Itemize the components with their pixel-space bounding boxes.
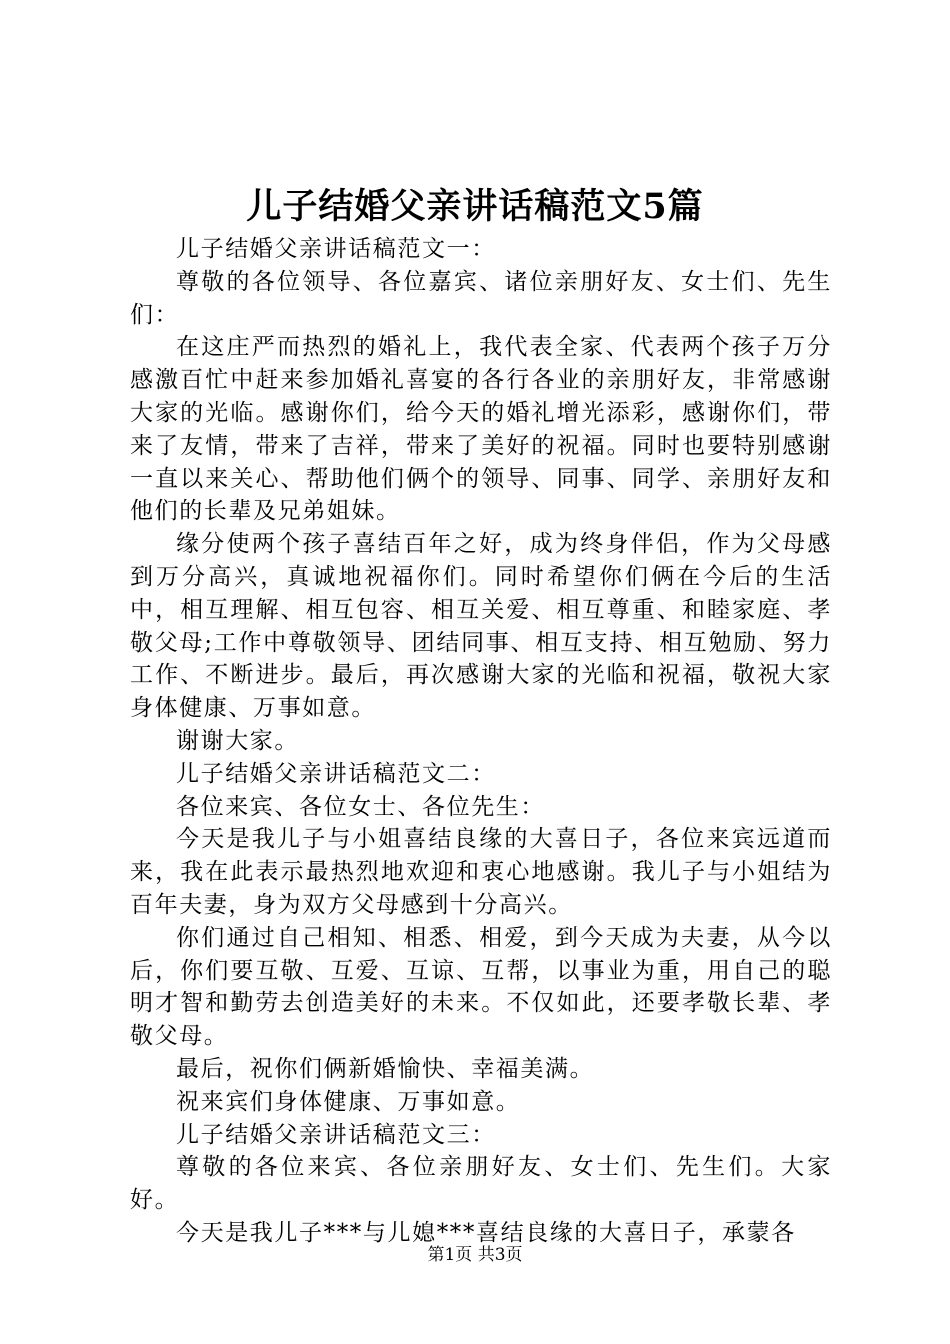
- paragraph: 各位来宾、各位女士、各位先生：: [176, 793, 545, 820]
- paragraph: 今天是我儿子***与儿媳***喜结良缘的大喜日子，承蒙各: [176, 1219, 796, 1246]
- paragraph: 缘分使两个孩子喜结百年之好，成为终身伴侣，作为父母感到万分高兴，真诚地祝福你们。同时希望你们俩在今后的生活中，相互理解、相互包容、相互关爱、相互尊重、和睦家庭、孝敬父母;工作中尊敬领导、团结同事、相互支持、相互勉励、努力工作、不断进步。最后，再次感谢大家的光临和祝福，敬祝大家身体健康、万事如意。: [130, 531, 832, 722]
- paragraph: 在这庄严而热烈的婚礼上，我代表全家、代表两个孩子万分感激百忙中赶来参加婚礼喜宴的各行各业的亲朋好友，非常感谢大家的光临。感谢你们，给今天的婚礼增光添彩，感谢你们，带来了友情，带来了吉祥，带来了美好的祝福。同时也要特别感谢一直以来关心、帮助他们俩个的领导、同事、同学、亲朋好友和他们的长辈及兄弟姐妹。: [130, 334, 832, 525]
- paragraph: 儿子结婚父亲讲话稿范文三：: [176, 1121, 496, 1148]
- paragraph: 尊敬的各位领导、各位嘉宾、诸位亲朋好友、女士们、先生们：: [130, 268, 832, 328]
- paragraph: 尊敬的各位来宾、各位亲朋好友、女士们、先生们。大家好。: [130, 1154, 832, 1214]
- paragraph: 今天是我儿子与小姐喜结良缘的大喜日子，各位来宾远道而来，我在此表示最热烈地欢迎和衷心地感谢。我儿子与小姐结为百年夫妻，身为双方父母感到十分高兴。: [130, 826, 832, 918]
- paragraph: 祝来宾们身体健康、万事如意。: [176, 1088, 521, 1115]
- paragraph: 谢谢大家。: [176, 727, 299, 754]
- document-body: [130, 233, 832, 1250]
- paragraph: 最后，祝你们俩新婚愉快、幸福美满。: [176, 1055, 595, 1082]
- paragraph: 儿子结婚父亲讲话稿范文一：: [176, 236, 496, 262]
- document-title: 儿子结婚父亲讲话稿范文5篇: [246, 186, 704, 227]
- paragraph: 儿子结婚父亲讲话稿范文二：: [176, 760, 496, 787]
- paragraph: 你们通过自己相知、相悉、相爱，到今天成为夫妻，从今以后，你们要互敬、互爱、互谅、互帮，以事业为重，用自己的聪明才智和勤劳去创造美好的未来。不仅如此，还要孝敬长辈、孝敬父母。: [130, 924, 832, 1050]
- page-footer: 第1页 共3页: [427, 1245, 523, 1265]
